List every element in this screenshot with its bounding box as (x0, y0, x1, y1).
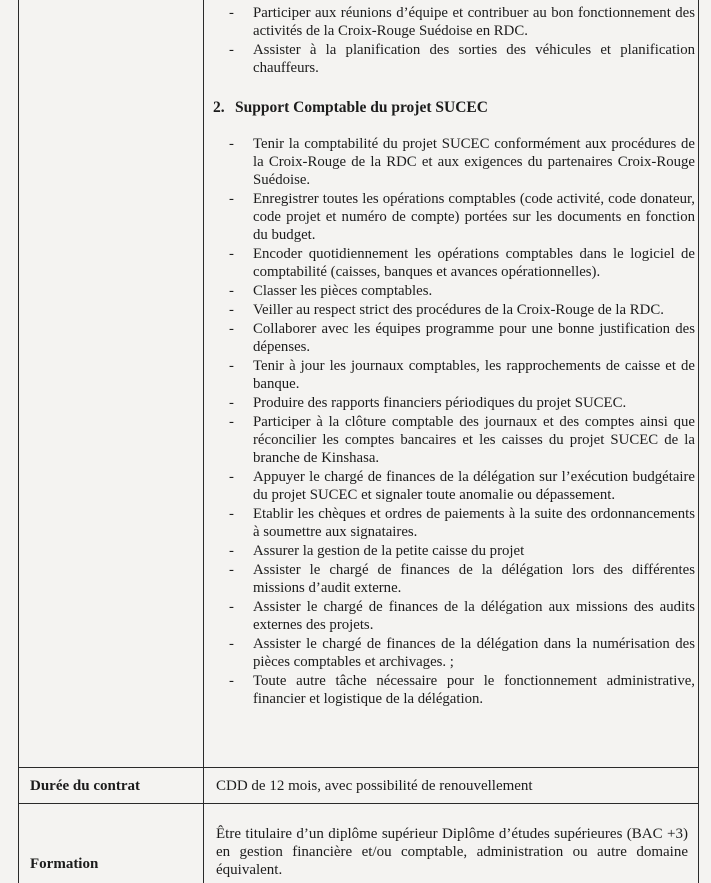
list-item: - Tenir à jour les journaux comptables, les rapprochements de caisse et de banque. (213, 357, 695, 393)
duree-label: Durée du contrat (30, 778, 140, 794)
section-number: 2. (213, 99, 225, 116)
accounting-task-list (213, 135, 695, 708)
list-item: - Enregistrer toutes les opérations comptables (code activité, code donateur, code projet et numéro de compte) portées sur les documents en fonction du budget. (213, 190, 695, 244)
list-item: - Assister le chargé de finances de la délégation aux missions des audits externes des projets. (213, 598, 695, 634)
list-item: - Tenir la comptabilité du projet SUCEC conformément aux procédures de la Croix-Rouge de la RDC et aux exigences du partenaires Croix-Rouge Suédoise. (213, 135, 695, 189)
formation-value: Être titulaire d’un diplôme supérieur Diplôme d’études supérieures (BAC +3) en gestion financière et/ou comptable, administration ou autre domaine équivalent. (216, 826, 688, 878)
list-item: - Etablir les chèques et ordres de paiements à la suite des ordonnancements à soumettre aux signataires. (213, 505, 695, 541)
table-column-divider (203, 0, 204, 883)
list-item: - Encoder quotidiennement les opérations comptables dans le logiciel de comptabilité (caisses, banques et avances opérationnelles). (213, 245, 695, 281)
list-item: - Classer les pièces comptables. (213, 282, 695, 300)
duree-value: CDD de 12 mois, avec possibilité de renouvellement (216, 778, 533, 794)
list-item: - Assister le chargé de finances de la délégation lors des différentes missions d’audit externe. (213, 561, 695, 597)
list-item: - Assister le chargé de finances de la délégation dans la numérisation des pièces comptables et archivages. ; (213, 635, 695, 671)
list-item: - Participer à la clôture comptable des journaux et des comptes ainsi que réconcilier les comptes bancaires et les caisses du projet SUCEC de la branche de Kinshasa. (213, 413, 695, 467)
top-task-list (213, 4, 695, 77)
list-item: - Assister à la planification des sorties des véhicules et planification chauffeurs. (213, 41, 695, 77)
section-heading (213, 98, 695, 118)
list-item: - Participer aux réunions d’équipe et contribuer au bon fonctionnement des activités de la Croix-Rouge Suédoise en RDC. (213, 4, 695, 40)
list-item: - Toute autre tâche nécessaire pour le fonctionnement administrative, financier et logistique de la délégation. (213, 672, 695, 708)
list-item: - Appuyer le chargé de finances de la délégation sur l’exécution budgétaire du projet SUCEC et signaler toute anomalie ou dépassement. (213, 468, 695, 504)
formation-label: Formation (30, 856, 99, 872)
row-divider-duree-bottom (18, 803, 699, 804)
list-item: - Veiller au respect strict des procédures de la Croix-Rouge de la RDC. (213, 301, 695, 319)
responsibilities-cell (213, 0, 695, 709)
list-item: - Collaborer avec les équipes programme pour une bonne justification des dépenses. (213, 320, 695, 356)
list-item: - Assurer la gestion de la petite caisse du projet (213, 542, 695, 560)
table-right-border (698, 0, 699, 883)
section-title: Support Comptable du projet SUCEC (235, 99, 488, 116)
list-item: - Produire des rapports financiers périodiques du projet SUCEC. (213, 394, 695, 412)
row-divider-duree-top (18, 767, 699, 768)
table-left-border (18, 0, 19, 883)
